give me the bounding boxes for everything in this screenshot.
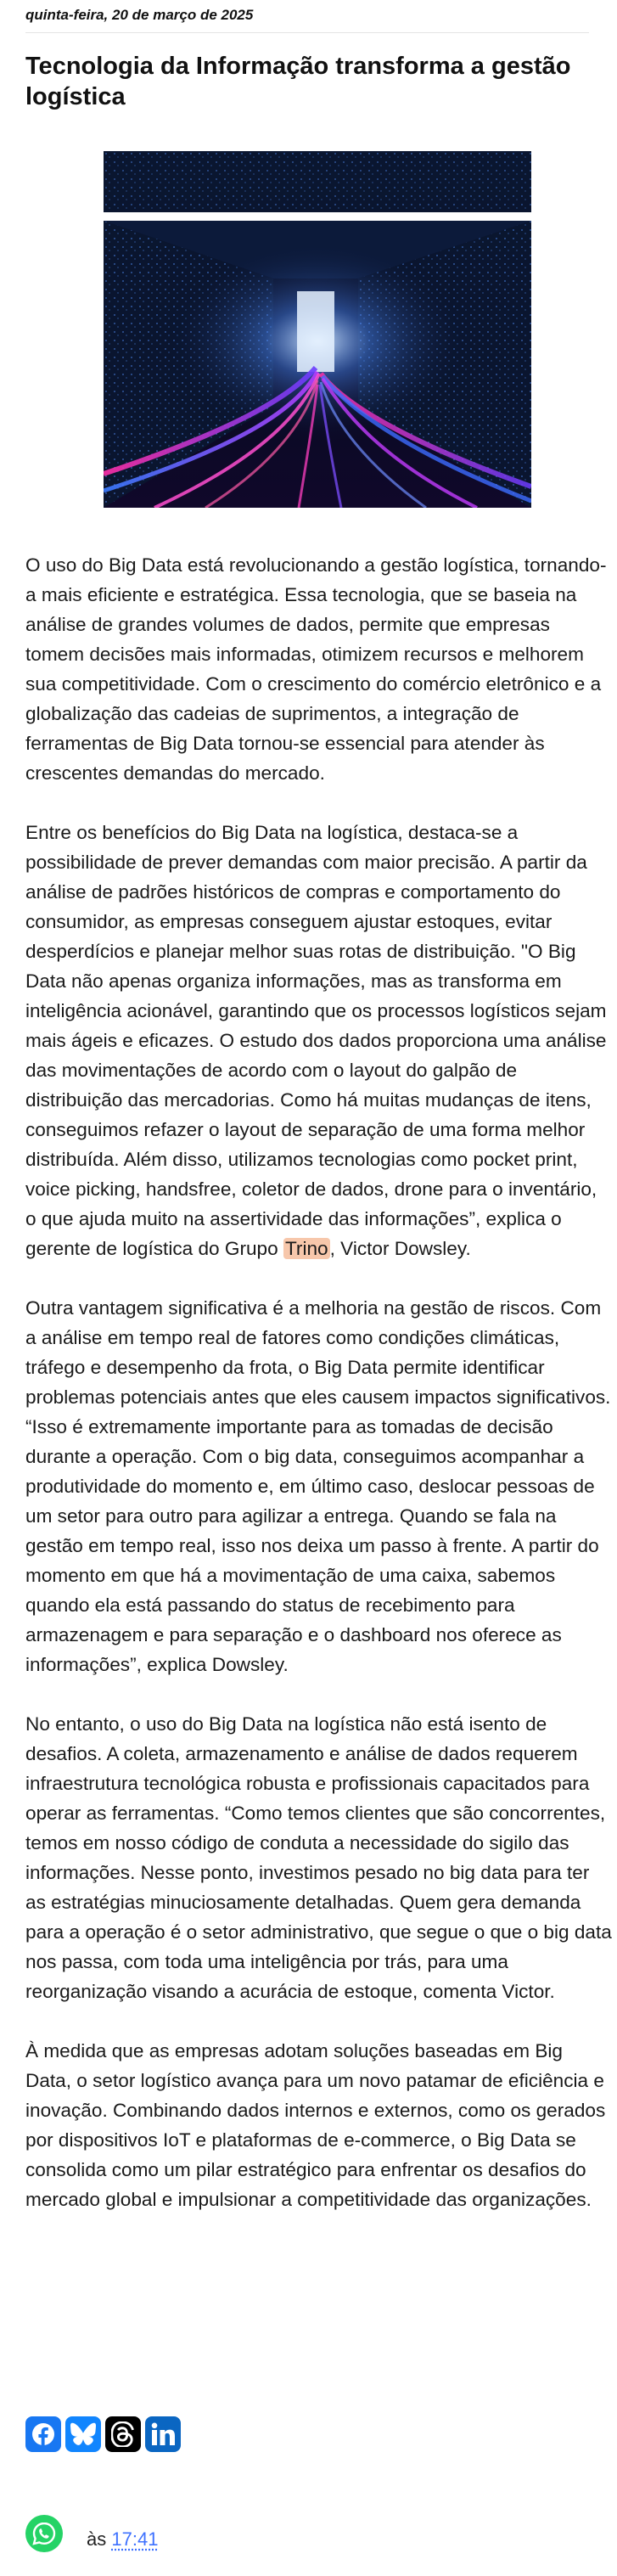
post-body bbox=[25, 550, 613, 2214]
post-date: quinta-feira, 20 de março de 2025 bbox=[25, 7, 254, 23]
threads-icon bbox=[111, 2421, 135, 2447]
paragraph-2-text: Entre os benefícios do Big Data na logística, destaca-se a possibilidade de prever demandas com maior precisão. A partir da análise de padrões históricos de compras e comportamento do consumidor, as empresas conseguem ajustar estoques, evitar desperdícios e planejar melhor suas rotas de distribuição. "O Big Data não apenas organiza informações, mas as transforma em inteligência acionável, garantindo que os processos logísticos sejam mais ágeis e eficazes. O estudo dos dados proporciona uma análise das movimentações de acordo com o layout do galpão de distribuição das mercadorias. Como há muitas mudanças de itens, conseguimos refazer o layout de separação de uma forma melhor distribuída. Além disso, utilizamos tecnologias como pocket print, voice picking, handsfree, coletor de dados, drone para o inventário, o que ajuda muito na assertividade das informações”, explica o gerente de logística do Grupo bbox=[25, 822, 607, 1259]
post-title: Tecnologia da Informação transforma a gestão logística bbox=[25, 53, 571, 110]
highlighted-company-name: Trino bbox=[284, 1238, 328, 1259]
threads-share-button[interactable] bbox=[105, 2416, 141, 2452]
paragraph-5: À medida que as empresas adotam soluções baseadas em Big Data, o setor logístico avança para um novo patamar de eficiência e inovação. Combinando dados internos e externos, como os gerados por dispositivos IoT e plataformas de e-commerce, o Big Data se consolida como um pilar estratégico para enfrentar os desafios do mercado global e impulsionar a competitividade das organizações. bbox=[25, 2040, 606, 2210]
paragraph-2 bbox=[25, 818, 613, 1263]
paragraph-2-end: , Victor Dowsley. bbox=[329, 1238, 471, 1259]
post-timestamp bbox=[87, 2528, 158, 2551]
post-time-link[interactable]: 17:41 bbox=[111, 2528, 159, 2550]
bluesky-share-button[interactable] bbox=[65, 2416, 101, 2452]
paragraph-3: Outra vantagem significativa é a melhoria na gestão de riscos. Com a análise em tempo real de fatores como condições climáticas, tráfego e desempenho da frota, o Big Data permite identificar problemas potenciais antes que eles causem impactos significativos. “Isso é extremamente importante para as tomadas de decisão durante a operação. Com o big data, conseguimos acompanhar a produtividade do momento e, em último caso, deslocar pessoas de um setor para outro para agilizar a entrega. Quando se fala na gestão em tempo real, isso nos deixa um passo à frente. A partir do momento em que há a movimentação de uma caixa, sabemos quando ela está passando do status de recebimento para armazenagem e para separação e o dashboard nos oferece as informações”, explica Dowsley. bbox=[25, 1297, 611, 1675]
date-divider bbox=[25, 32, 589, 33]
paragraph-1: O uso do Big Data está revolucionando a gestão logística, tornando-a mais eficiente e estratégica. Essa tecnologia, que se baseia na análise de grandes volumes de dados, permite que empresas tomem decisões mais informadas, otimizem recursos e melhorem sua competitividade. Com o crescimento do comércio eletrônico e a globalização das cadeias de suprimentos, a integração de ferramentas de Big Data tornou-se essencial para atender às crescentes demandas do mercado. bbox=[25, 554, 607, 784]
share-buttons bbox=[25, 2416, 181, 2454]
facebook-icon bbox=[31, 2421, 56, 2447]
linkedin-icon bbox=[151, 2422, 175, 2446]
facebook-share-button[interactable] bbox=[25, 2416, 61, 2452]
post-footer bbox=[25, 2515, 365, 2557]
linkedin-share-button[interactable] bbox=[145, 2416, 181, 2452]
posted-prefix: às bbox=[87, 2528, 107, 2550]
paragraph-4: No entanto, o uso do Big Data na logística não está isento de desafios. A coleta, armazenamento e análise de dados requerem infraestrutura tecnológica robusta e profissionais capacitados para operar as ferramentas. “Como temos clientes que são concorrentes, temos em nosso código de conduta a necessidade do sigilo das informações. Nesse ponto, investimos pesado no big data para ter as estratégias minuciosamente detalhadas. Quem gera demanda para a operação é o setor administrativo, que segue o que o big data nos passa, com toda uma inteligência por trás, para uma reorganização visando a acurácia de estoque, comenta Victor. bbox=[25, 1713, 612, 2002]
bluesky-icon bbox=[70, 2422, 96, 2446]
whatsapp-icon[interactable] bbox=[25, 2515, 63, 2552]
data-center-corridor-image[interactable] bbox=[104, 151, 531, 508]
